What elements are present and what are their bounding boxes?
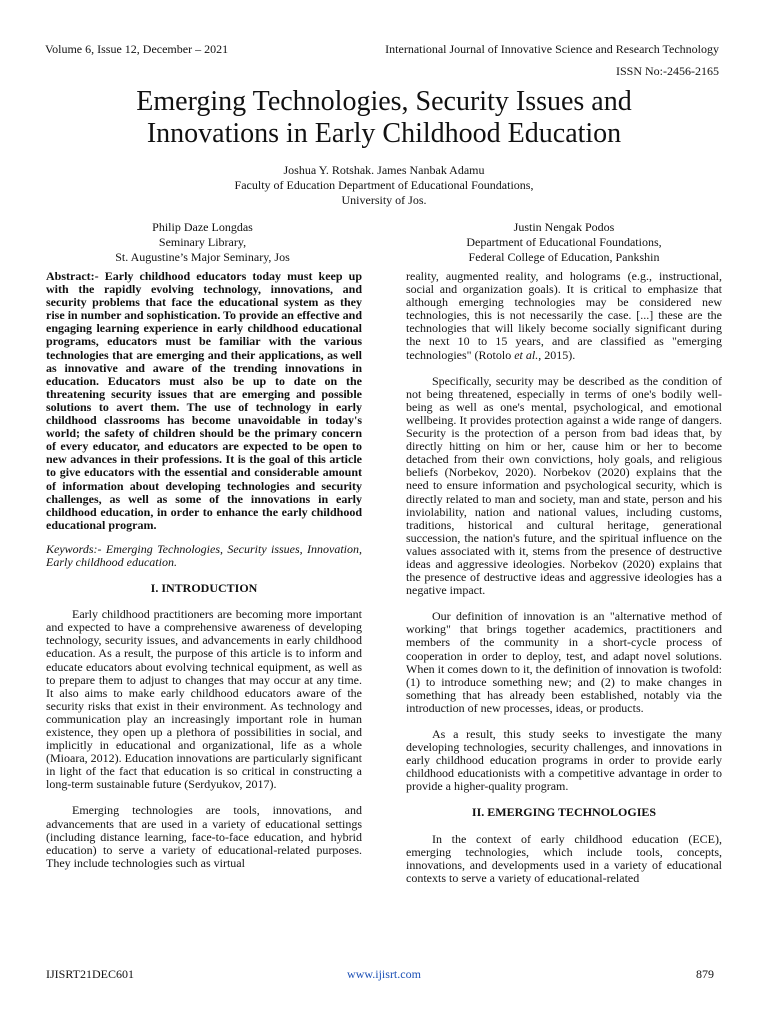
- author-right-block: [452, 220, 676, 265]
- author-left-name: Philip Daze Longdas: [152, 220, 253, 234]
- paper-title: [40, 86, 728, 150]
- main-authors-block: [134, 163, 634, 208]
- innovation-paragraph: Our definition of innovation is an "alternative method of working" that brings together academics, practitioners and members of the community in a short-cycle process of cooperation in order to deploy, test, and adapt novel solutions. When it comes down to it, the definition of innovation is twofold: (1) to introduce something new; and (2) to make changes in something that has already been established, notably via the introduction of new processes, ideas, or products.: [406, 609, 722, 715]
- author-left-block: [100, 220, 305, 265]
- journal-issn: ISSN No:-2456-2165: [615, 64, 719, 78]
- right-paragraph-1: [406, 270, 722, 362]
- journal-name: International Journal of Innovative Science and Research Technology: [385, 42, 719, 56]
- study-aim-paragraph: As a result, this study seeks to investigate the many developing technologies, security challenges, and innovations in early childhood education programs in order to provide early childhood educationists with a competitive advantage in order to provide a higher-quality program.: [406, 727, 722, 794]
- author-right-name: Justin Nengak Podos: [513, 220, 615, 234]
- right-paragraph-1-end: , 2015).: [538, 347, 576, 362]
- section-heading-emerging-technologies: II. EMERGING TECHNOLOGIES: [471, 805, 657, 820]
- footer-website-link[interactable]: www.ijisrt.com: [347, 967, 421, 981]
- right-paragraph-1-text: reality, augmented reality, and holograms (e.g., instructional, social and organization goals). It is critical to emphasize that although emerging technologies may be considered new technologies, this is not necessarily the case. [...] these are the technologies that will likely become socially significant during the next 10 to 15 years, and are classified as "emerging technologies" (Rotolo: [406, 269, 722, 362]
- author-right-affil-1: Department of Educational Foundations,: [466, 235, 662, 249]
- security-paragraph: Specifically, security may be described as the condition of not being threatened, especially in terms of one's bodily well-being as well as one's mental, psychological, and emotional wellbeing. It provides protection against a wide range of dangers. Security is the protection of a person from bad ideas that, by directly hitting on him or her, cause him or her to become detached from their own convictions, holy goals, and religious beliefs (Norbekov, 2020). Norbekov (2020) explains that the need to ensure information and psychological security, which is directly related to man and society, man and state, person and his inviolability, nation and national values, including customs, traditions, historical and cultural heritage, generational succession, the nation's future, and the spiritual influence on the values associated with it, stems from the presence of destructive ideas and aggressive ideologies. Norbekov (2020) explains that the presence of destructive ideas and aggressive ideologies has a negative impact.: [406, 373, 722, 598]
- author-left-affil-2: St. Augustine’s Major Seminary, Jos: [115, 250, 290, 264]
- left-column: [46, 270, 362, 870]
- title-line-1: Emerging Technologies, Security Issues and: [136, 86, 632, 117]
- right-paragraph-1-etal: et al.: [514, 347, 539, 362]
- author-left-affil-1: Seminary Library,: [158, 235, 247, 249]
- main-faculty: Faculty of Education Department of Educational Foundations,: [234, 178, 534, 192]
- journal-volume: Volume 6, Issue 12, December – 2021: [45, 42, 229, 56]
- main-authors: Joshua Y. Rotshak. James Nanbak Adamu: [283, 163, 485, 177]
- footer-page-number: 879: [696, 967, 714, 981]
- intro-paragraph-2: Emerging technologies are tools, innovations, and advancements that are used in a variety of educational settings (including distance learning, face-to-face education, and hybrid education) to serve a variety of educational-related purposes. They include technologies such as virtual: [46, 803, 362, 870]
- intro-paragraph-1: Early childhood practitioners are becoming more important and expected to have a comprehensive awareness of developing technology, security issues, and advancements in early childhood education. As a result, the purpose of this article is to inform and educate educators about evolving technical equipment, as well as to prepare them to adjust to changes that may occur at any time. It also aims to make early childhood educators aware of the security risks that exist in their environment. As technology and communication play an increasingly important role in human existence, they open up a plethora of possibilities in social, and implicitly in educational and organizational, life as a whole (Mioara, 2012). Education innovations are particularly significant in light of the fact that education is so critical in constructing a long-term sustainable future (Serdyukov, 2017).: [46, 607, 362, 792]
- footer-paper-code: IJISRT21DEC601: [46, 967, 134, 981]
- author-right-affil-2: Federal College of Education, Pankshin: [468, 250, 660, 264]
- keywords-text: Keywords:- Emerging Technologies, Security issues, Innovation, Early childhood education.: [46, 541, 362, 569]
- emerging-tech-paragraph: In the context of early childhood education (ECE), emerging technologies, which include tools, concepts, innovations, and developments used in a variety of educational contexts to serve a variety of educational-related: [406, 831, 722, 885]
- title-line-2: Innovations in Early Childhood Education: [146, 118, 622, 149]
- right-column: [406, 270, 722, 885]
- main-university: University of Jos.: [341, 193, 427, 207]
- abstract-text: Abstract:- Early childhood educators today must keep up with the rapidly evolving technology, innovations, and security problems that face the educational system as they rise in number and sophistication. To provide an effective and engaging learning experience in early childhood educational programs, educators must be familiar with the various technologies that are emerging and their applications, as well as innovative and aware of the trending innovations in education. Educators must also be up to date on the threatening security issues that are emerging and possible solutions to avert them. The use of technology in early childhood classrooms has become unavoidable in today's world; the safety of children should be the primary concern of every educator, and educators are expected to be open to new advances in their professions. It is the goal of this article to give educators with the essential and considerable amount of information about developing technologies and security challenges, as well as some of the innovations in early childhood education, in order to enhance the early childhood educational program.: [46, 269, 362, 532]
- section-heading-introduction: I. INTRODUCTION: [150, 581, 258, 596]
